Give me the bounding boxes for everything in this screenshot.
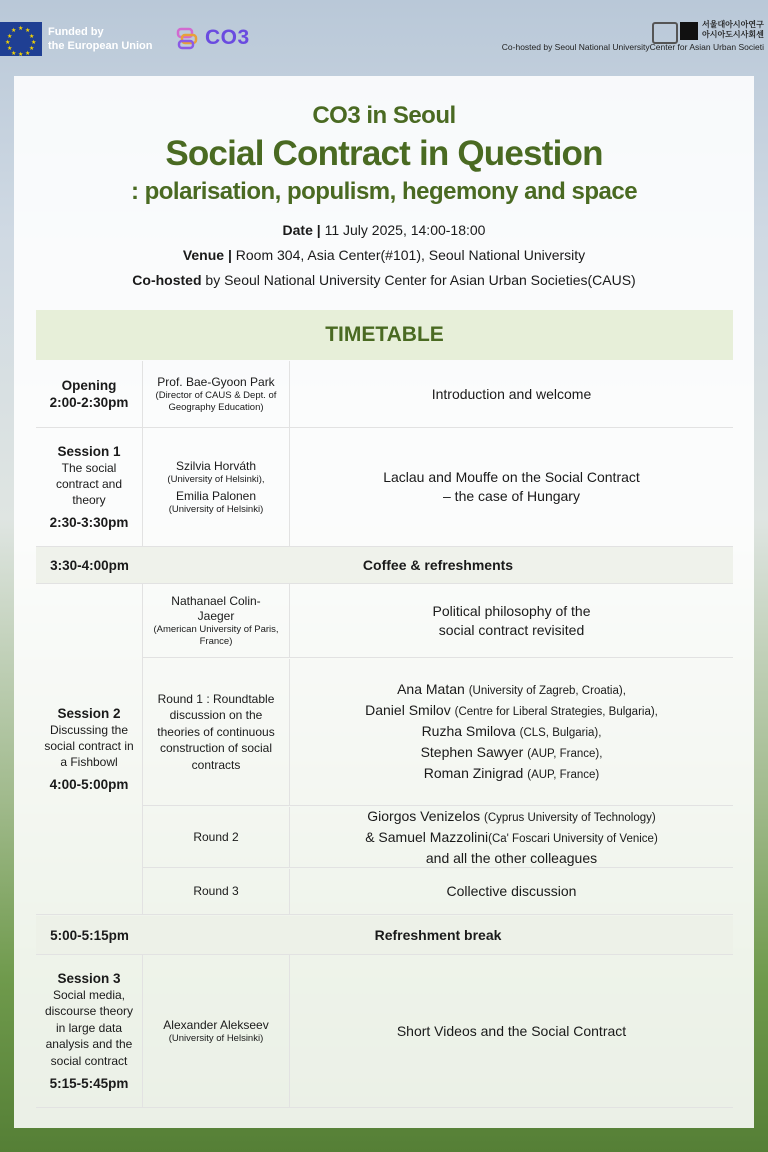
session1-speaker2: Emilia Palonen bbox=[175, 488, 257, 503]
opening-topic-cell bbox=[290, 361, 733, 427]
session1-topic-cell bbox=[290, 428, 733, 546]
co3-logo-text: CO3 bbox=[205, 26, 250, 49]
cohost-center: Center for Asian Urban Societi bbox=[649, 42, 764, 52]
round1-panelist-5 bbox=[424, 764, 600, 785]
session2-round3-cell bbox=[143, 869, 290, 914]
session3-topic-cell bbox=[290, 955, 733, 1107]
session2-time: 4:00-5:00pm bbox=[49, 777, 129, 792]
cohosted-value: by Seoul National University Center for Asian Urban Societies(CAUS) bbox=[205, 272, 636, 288]
venue-line: Venue | Room 304, Asia Center(#101), Seoul National University bbox=[182, 247, 586, 263]
timetable-heading: TIMETABLE bbox=[36, 310, 733, 360]
session3-desc: Social media, discourse theory in large data analysis and the social contract bbox=[44, 987, 134, 1068]
round2-line-3: and all the other colleagues bbox=[425, 849, 598, 866]
round1-p4-aff: (AUP, France), bbox=[527, 747, 603, 760]
snu-korean-name bbox=[702, 20, 764, 40]
session1-topic2: – the case of Hungary bbox=[443, 488, 580, 504]
table-row-session3 bbox=[36, 955, 733, 1108]
session1-speaker1: Szilvia Horváth bbox=[175, 458, 257, 473]
co3-logo-icon bbox=[176, 26, 200, 50]
eu-line1: Funded by bbox=[48, 26, 104, 38]
session1-speaker1-aff: (University of Helsinki), bbox=[167, 473, 265, 485]
session2-intro-topic-cell bbox=[290, 584, 733, 658]
round2-p1-aff: (Cyprus University of Technology) bbox=[484, 811, 656, 824]
session1-topic1: Laclau and Mouffe on the Social Contract bbox=[383, 469, 640, 485]
session3-speaker-cell bbox=[143, 955, 290, 1107]
event-title: Social Contract in Question bbox=[165, 134, 603, 173]
session3-speaker: Alexander Alekseev bbox=[163, 1017, 269, 1032]
session1-desc: The social contract and theory bbox=[55, 461, 123, 507]
session2-round1-panel-cell bbox=[290, 659, 733, 806]
opening-label: Opening bbox=[61, 378, 117, 393]
cohost-label: Co-hosted by Seoul National University bbox=[501, 42, 650, 52]
round1-panelist-4 bbox=[421, 743, 603, 764]
snu-kr-line1: 서울대아시아연구 bbox=[702, 20, 764, 29]
cohosted-line bbox=[14, 268, 754, 293]
session3-topic: Short Videos and the Social Contract bbox=[396, 1022, 627, 1039]
round1-p5-aff: (AUP, France) bbox=[527, 768, 600, 781]
table-row-session1 bbox=[36, 428, 733, 547]
session2-intro-speaker: Nathanael Colin-Jaeger bbox=[171, 593, 261, 623]
break-time-cell bbox=[36, 916, 143, 954]
session2-desc: Discussing the social contract in a Fishbowl bbox=[44, 723, 134, 769]
opening-topic: Introduction and welcome bbox=[431, 385, 592, 402]
break-label: Refreshment break bbox=[374, 927, 502, 943]
eu-line2: the European Union bbox=[48, 40, 153, 52]
round1-p1-name: Ana Matan bbox=[397, 680, 465, 697]
round2-p2-aff: (Ca' Foscari University of Venice) bbox=[488, 832, 658, 845]
session1-label: Session 1 bbox=[57, 444, 121, 459]
round1-p3-name: Ruzha Smilova bbox=[421, 722, 516, 739]
coffee-time-cell bbox=[36, 547, 143, 583]
round1-p3-aff: (CLS, Bulgaria), bbox=[519, 726, 602, 739]
round1-panelist-1 bbox=[397, 680, 626, 701]
session2-round1-cell bbox=[143, 659, 290, 806]
session2-round2-label: Round 2 bbox=[193, 829, 239, 844]
table-row-break bbox=[36, 916, 733, 955]
session2-round3-label: Round 3 bbox=[193, 884, 239, 898]
session1-time: 2:30-3:30pm bbox=[49, 515, 129, 530]
session1-speaker2-aff: (University of Helsinki) bbox=[168, 503, 264, 515]
caus-logo-icon bbox=[680, 22, 698, 40]
round2-p2-name: & Samuel Mazzolini bbox=[365, 828, 489, 845]
venue-label: Venue bbox=[182, 247, 225, 263]
round1-p4-name: Stephen Sawyer bbox=[420, 743, 524, 760]
snu-kr-line2: 아시아도시사회센 bbox=[702, 30, 764, 39]
round1-panelist-3 bbox=[422, 722, 602, 743]
round2-line-2 bbox=[365, 828, 658, 849]
table-row-session2 bbox=[36, 584, 733, 915]
opening-speaker-cell bbox=[143, 361, 290, 427]
event-subtitle: CO3 in Seoul bbox=[312, 102, 456, 129]
eu-funding-text bbox=[48, 25, 153, 53]
round1-p2-name: Daniel Smilov bbox=[365, 701, 451, 718]
round1-p5-name: Roman Zinigrad bbox=[423, 764, 524, 781]
session2-round1-label: Round 1 : Roundtable discussion on the theories of continuous construction of social contracts bbox=[157, 691, 275, 772]
session2-intro-aff: (American University of Paris, France) bbox=[153, 623, 279, 647]
opening-time-cell bbox=[36, 361, 143, 427]
session2-round3-topic: Collective discussion bbox=[446, 883, 577, 899]
session3-speaker-aff: (University of Helsinki) bbox=[168, 1032, 264, 1044]
date-label: Date bbox=[282, 222, 313, 238]
event-subtitle2: : polarisation, populism, hegemony and space bbox=[130, 178, 638, 205]
snu-logos bbox=[494, 18, 764, 58]
session2-round2-cell bbox=[143, 807, 290, 868]
coffee-time: 3:30-4:00pm bbox=[50, 557, 129, 573]
round2-p1-name: Giorgos Venizelos bbox=[367, 807, 481, 824]
coffee-label: Coffee & refreshments bbox=[362, 557, 514, 573]
eu-flag-icon: ★ ★ ★ ★ ★ ★ ★ ★ ★ ★ ★ ★ bbox=[0, 22, 42, 56]
session2-label: Session 2 bbox=[57, 706, 121, 721]
session2-time-cell bbox=[36, 584, 143, 914]
session1-time-cell bbox=[36, 428, 143, 546]
table-row-opening bbox=[36, 361, 733, 428]
session2-intro-topic: Political philosophy of the social contract revisited bbox=[432, 602, 591, 638]
session2-round2-panel-cell bbox=[290, 807, 733, 868]
cohosted-label: Co-hosted bbox=[132, 272, 202, 288]
session2-intro-speaker-cell bbox=[143, 584, 290, 658]
opening-speaker-aff: (Director of CAUS & Dept. of Geography Education) bbox=[155, 389, 277, 413]
table-row-coffee bbox=[36, 547, 733, 584]
snu-crest-icon bbox=[652, 22, 678, 44]
round2-line-1 bbox=[367, 807, 655, 828]
opening-speaker: Prof. Bae-Gyoon Park bbox=[157, 374, 275, 389]
session3-time: 5:15-5:45pm bbox=[49, 1076, 129, 1092]
round1-panelist-2 bbox=[365, 701, 658, 722]
session3-label: Session 3 bbox=[57, 970, 121, 986]
round1-p1-aff: (University of Zagreb, Croatia), bbox=[468, 684, 626, 697]
break-time: 5:00-5:15pm bbox=[50, 927, 129, 943]
opening-time: 2:00-2:30pm bbox=[49, 395, 129, 410]
session3-time-cell bbox=[36, 955, 143, 1107]
session2-round3-topic-cell bbox=[290, 869, 733, 914]
date-line: Date | 11 July 2025, 14:00-18:00 bbox=[282, 222, 486, 238]
session1-speaker-cell bbox=[143, 428, 290, 546]
event-header bbox=[14, 100, 754, 293]
cohost-text bbox=[502, 42, 764, 52]
top-bar bbox=[0, 0, 768, 74]
date-value: 11 July 2025, 14:00-18:00 bbox=[324, 222, 486, 238]
venue-value: Room 304, Asia Center(#101), Seoul National University bbox=[235, 247, 586, 263]
round1-p2-aff: (Centre for Liberal Strategies, Bulgaria), bbox=[454, 705, 658, 718]
